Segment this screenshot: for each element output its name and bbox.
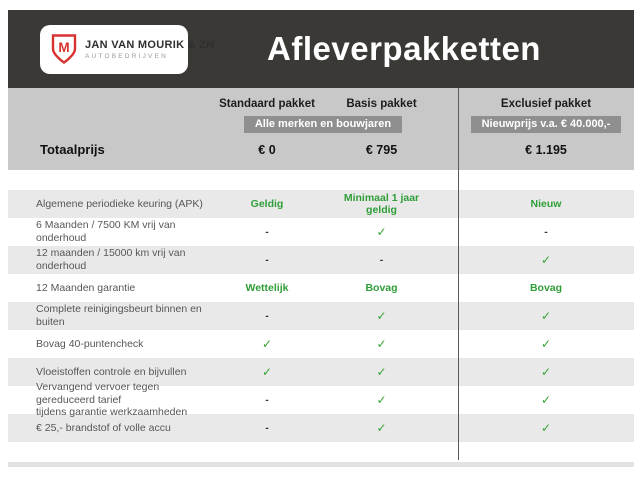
feature-row-12-maanden-onderhoud	[8, 246, 634, 274]
feature-value-exclusief: ✓	[540, 365, 552, 379]
package-band	[8, 88, 634, 170]
feature-value-exclusief: ✓	[540, 337, 552, 351]
total-price-row	[8, 142, 634, 157]
feature-value-basis: Bovag	[365, 282, 398, 294]
feature-value-standaard: ✓	[261, 365, 273, 379]
feature-value-basis: ✓	[376, 337, 387, 351]
feature-row-vervangend-vervoer	[8, 381, 634, 419]
feature-value-exclusief: -	[544, 226, 548, 238]
feature-value-standaard: ✓	[261, 337, 273, 351]
brand-logo	[40, 25, 215, 74]
brand-name: JAN VAN MOURIK & ZN	[85, 38, 215, 51]
spacer	[8, 116, 205, 133]
feature-row-puntencheck	[8, 330, 634, 358]
feature-row-6-maanden-onderhoud	[8, 218, 634, 246]
feature-row-garantie	[8, 274, 634, 302]
feature-label: Algemene periodieke keuring (APK)	[36, 197, 203, 210]
feature-row-apk	[8, 190, 634, 218]
package-header-basis	[329, 98, 458, 110]
badge-exclusief-wrap	[458, 116, 634, 133]
feature-value-standaard: -	[265, 226, 269, 238]
total-price-label: Totaalprijs	[40, 142, 105, 157]
feature-value-basis: ✓	[376, 393, 387, 407]
bottom-strip	[8, 462, 634, 467]
feature-label: € 25,- brandstof of volle accu	[36, 421, 171, 434]
feature-label: 12 maanden / 15000 km vrij van onderhoud	[36, 247, 186, 272]
feature-value-exclusief: ✓	[540, 253, 552, 267]
feature-value-basis: ✓	[376, 365, 387, 379]
total-basis: € 795	[365, 142, 398, 157]
badge-standaard-basis-wrap	[205, 116, 458, 133]
package-header-row	[8, 88, 634, 110]
package-header-standaard	[205, 98, 329, 110]
feature-value-exclusief: ✓	[540, 421, 552, 435]
page-header	[8, 10, 634, 88]
page-title: Afleverpakketten	[267, 30, 541, 67]
feature-label: Vloeistoffen controle en bijvullen	[36, 365, 187, 378]
spacer	[8, 98, 205, 110]
feature-value-standaard: Wettelijk	[245, 282, 289, 294]
feature-value-standaard: -	[265, 394, 269, 406]
feature-value-basis: ✓	[376, 421, 387, 435]
column-divider	[458, 88, 459, 460]
badge-all-brands: Alle merken en bouwjaren	[244, 116, 402, 133]
feature-value-basis: ✓	[376, 309, 387, 323]
brand-subtitle: AUTOBEDRIJVEN	[85, 52, 169, 60]
feature-value-standaard: -	[265, 422, 269, 434]
feature-label: Complete reinigingsbeurt binnen en buiten	[36, 303, 202, 328]
feature-value-exclusief: Nieuw	[530, 198, 562, 210]
shield-monogram-icon	[51, 34, 77, 64]
feature-label: 12 Maanden garantie	[36, 281, 136, 294]
feature-label: Vervangend vervoer tegen gereduceerd tarief tijdens garantie werkzaamheden	[36, 381, 188, 419]
feature-value-standaard: -	[265, 310, 269, 322]
feature-value-basis: ✓	[376, 225, 387, 239]
package-name: Exclusief pakket	[500, 98, 592, 110]
total-standaard: € 0	[258, 142, 276, 157]
feature-table	[8, 190, 634, 442]
feature-value-exclusief: ✓	[540, 309, 552, 323]
feature-value-basis: -	[379, 254, 384, 266]
feature-value-exclusief: ✓	[540, 393, 552, 407]
total-exclusief: € 1.195	[525, 142, 567, 157]
badge-new-price: Nieuwprijs v.a. € 40.000,-	[471, 116, 622, 133]
feature-value-exclusief: Bovag	[529, 282, 563, 294]
feature-label: Bovag 40-puntencheck	[36, 337, 144, 350]
package-name: Standaard pakket	[219, 98, 315, 110]
feature-value-standaard: Geldig	[250, 198, 284, 210]
package-header-exclusief	[458, 98, 634, 110]
feature-value-standaard: -	[265, 254, 269, 266]
feature-label: 6 Maanden / 7500 KM vrij van onderhoud	[36, 219, 176, 244]
monogram-letter: M	[58, 40, 70, 55]
badge-row	[8, 116, 634, 133]
feature-row-reinigingsbeurt	[8, 302, 634, 330]
package-name: Basis pakket	[346, 98, 417, 110]
feature-value-basis: Minimaal 1 jaar geldig	[343, 192, 420, 216]
